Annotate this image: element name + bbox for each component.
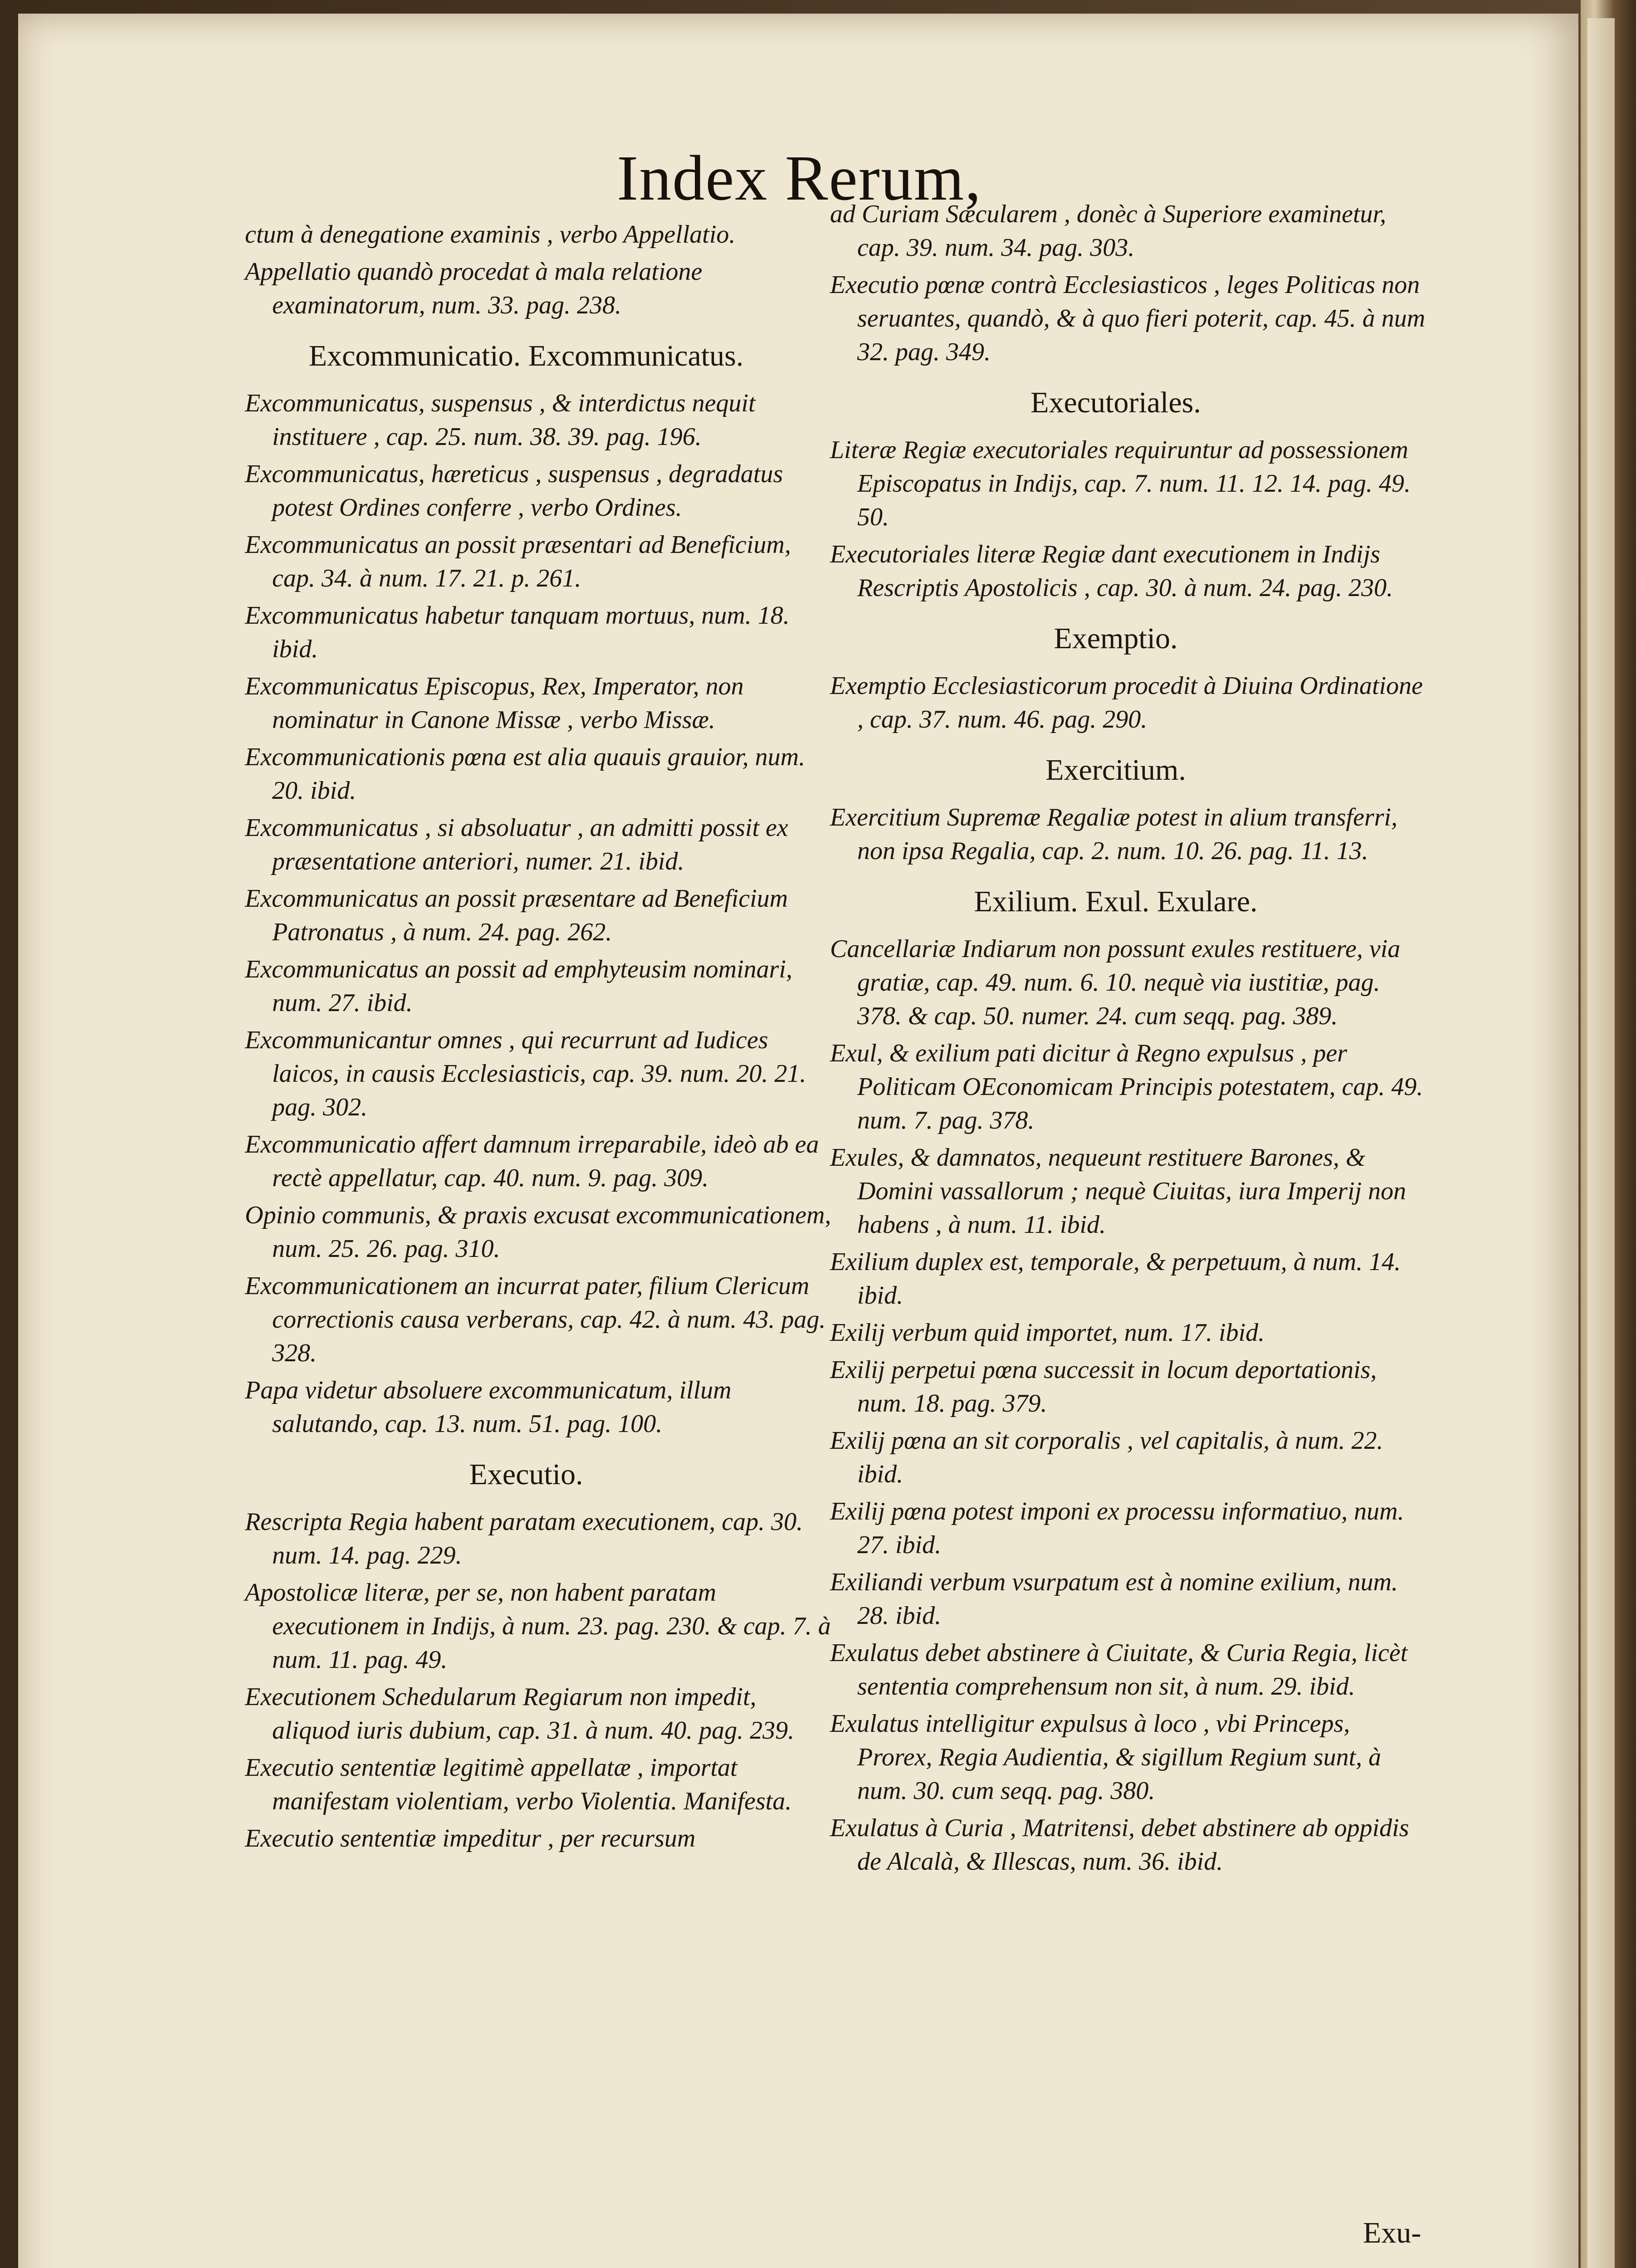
right-index-column [830,197,1429,1882]
index-heading: Executoriales. [1030,386,1201,419]
index-entry: Excommunicatus Episcopus, Rex, Imperator, non nominatur in Canone Missæ , verbo Missæ. [245,672,744,734]
index-entry: Exilium duplex est, temporale, & perpetuum, à num. 14. ibid. [830,1248,1401,1310]
page-title: Index Rerum, [617,142,982,214]
index-heading: Excommunicatio. Excommunicatus. [308,339,744,372]
index-entry: Exulatus intelligitur expulsus à loco , vbi Princeps, Prorex, Regia Audientia, & sigillum Regium sunt, à num. 30. cum seqq. pag. 380. [830,1710,1382,1805]
catchword: Exu- [1363,2216,1421,2249]
index-heading: Exilium. Exul. Exulare. [974,885,1258,918]
index-entry: Excommunicantur omnes , qui recurrunt ad Iudices laicos, in causis Ecclesiasticis, cap. 39. num. 20. 21. pag. 302. [245,1026,806,1121]
index-entry: Excommunicationem an incurrat pater, filium Clericum correctionis causa verberans, cap. 42. à num. 43. pag. 328. [245,1272,826,1367]
index-entry: Exercitium Supremæ Regaliæ potest in alium transferri, non ipsa Regalia, cap. 2. num. 10. 26. pag. 11. 13. [830,803,1398,865]
index-entry: Cancellariæ Indiarum non possunt exules restituere, via gratiæ, cap. 49. num. 6. 10. nequè via iustitiæ, pag. 378. & cap. 50. numer. 24. cum seqq. pag. 389. [830,935,1401,1030]
index-heading: Executio. [469,1458,583,1491]
index-entry: Excommunicatus habetur tanquam mortuus, num. 18. ibid. [245,601,790,663]
next-page-edge [1587,18,1615,2268]
index-entry: Excommunicatus an possit ad emphyteusim nominari, num. 27. ibid. [245,955,792,1017]
index-entry: Exilij verbum quid importet, num. 17. ibid. [830,1319,1265,1347]
index-entry: Excommunicatus an possit præsentare ad Beneficium Patronatus , à num. 24. pag. 262. [245,885,788,946]
index-heading: Exemptio. [1054,622,1178,655]
index-entry: Exilij perpetui pœna successit in locum deportationis, num. 18. pag. 379. [830,1356,1377,1418]
left-index-column [245,218,835,1859]
index-entry: Excommunicationis pœna est alia quauis grauior, num. 20. ibid. [245,743,806,805]
index-entry: Executio sententiæ impeditur , per recursum [245,1824,696,1853]
index-entry: Exilij pœna potest imponi ex processu informatiuo, num. 27. ibid. [830,1497,1404,1559]
index-entry: Excommunicatus, hæreticus , suspensus , degradatus potest Ordines conferre , verbo Ordines. [245,460,783,522]
index-entry: Rescripta Regia habent paratam executionem, cap. 30. num. 14. pag. 229. [245,1508,803,1569]
index-entry: Executio sententiæ legitimè appellatæ , importat manifestam violentiam, verbo Violentia. Manifesta. [245,1754,792,1815]
index-entry: Executio pœnæ contrà Ecclesiasticos , leges Politicas non seruantes, quandò, & à quo fieri poterit, cap. 45. à num 32. pag. 349. [830,271,1426,366]
index-entry: Excommunicatio affert damnum irreparabile, ideò ab ea rectè appellatur, cap. 40. num. 9. pag. 309. [245,1130,819,1192]
index-entry: Executionem Schedularum Regiarum non impedit, aliquod iuris dubium, cap. 31. à num. 40. pag. 239. [245,1683,795,1745]
index-entry: Exiliandi verbum vsurpatum est à nomine exilium, num. 28. ibid. [830,1568,1398,1630]
index-entry: Literæ Regiæ executoriales requiruntur ad possessionem Episcopatus in Indijs, cap. 7. num. 11. 12. 14. pag. 49. 50. [830,436,1411,531]
index-entry: Executoriales literæ Regiæ dant executionem in Indijs Rescriptis Apostolicis , cap. 30. à num. 24. pag. 230. [830,540,1393,602]
index-entry: Exilij pœna an sit corporalis , vel capitalis, à num. 22. ibid. [830,1427,1383,1488]
index-entry: Apostolicæ literæ, per se, non habent paratam executionem in Indijs, à num. 23. pag. 230. & cap. 7. à num. 11. pag. 49. [245,1579,831,1674]
index-entry: Exulatus debet abstinere à Ciuitate, & Curia Regia, licèt sententia comprehensum non sit, à num. 29. ibid. [830,1639,1408,1701]
index-entry: Appellatio quandò procedat à mala relatione examinatorum, num. 33. pag. 238. [245,258,703,319]
index-heading: Exercitium. [1045,753,1186,787]
index-entry: Exul, & exilium pati dicitur à Regno expulsus , per Politicam OEconomicam Principis potestatem, cap. 49. num. 7. pag. 378. [830,1039,1423,1134]
index-entry: Exules, & damnatos, nequeunt restituere Barones, & Domini vassallorum ; nequè Ciuitas, iura Imperij non habens , à num. 11. ibid. [830,1144,1406,1239]
index-entry: Exulatus à Curia , Matritensi, debet abstinere ab oppidis de Alcalà, & Illescas, num. 36. ibid. [830,1814,1409,1876]
index-entry: Exemptio Ecclesiasticorum procedit à Diuina Ordinatione , cap. 37. num. 46. pag. 290. [830,672,1423,733]
index-entry: Opinio communis, & praxis excusat excommunicationem, num. 25. 26. pag. 310. [245,1201,831,1263]
index-entry: ad Curiam Sæcularem , donèc à Superiore examinetur, cap. 39. num. 34. pag. 303. [830,200,1387,262]
index-entry: Excommunicatus , si absoluatur , an admitti possit ex præsentatione anteriori, numer. 21. ibid. [245,814,788,875]
index-entry: Papa videtur absoluere excommunicatum, illum salutando, cap. 13. num. 51. pag. 100. [245,1376,732,1438]
index-entry: Excommunicatus an possit præsentari ad Beneficium, cap. 34. à num. 17. 21. p. 261. [245,531,791,592]
index-entry: ctum à denegatione examinis , verbo Appellatio. [245,220,736,249]
index-entry: Excommunicatus, suspensus , & interdictus nequit instituere , cap. 25. num. 38. 39. pag. 196. [245,389,756,451]
